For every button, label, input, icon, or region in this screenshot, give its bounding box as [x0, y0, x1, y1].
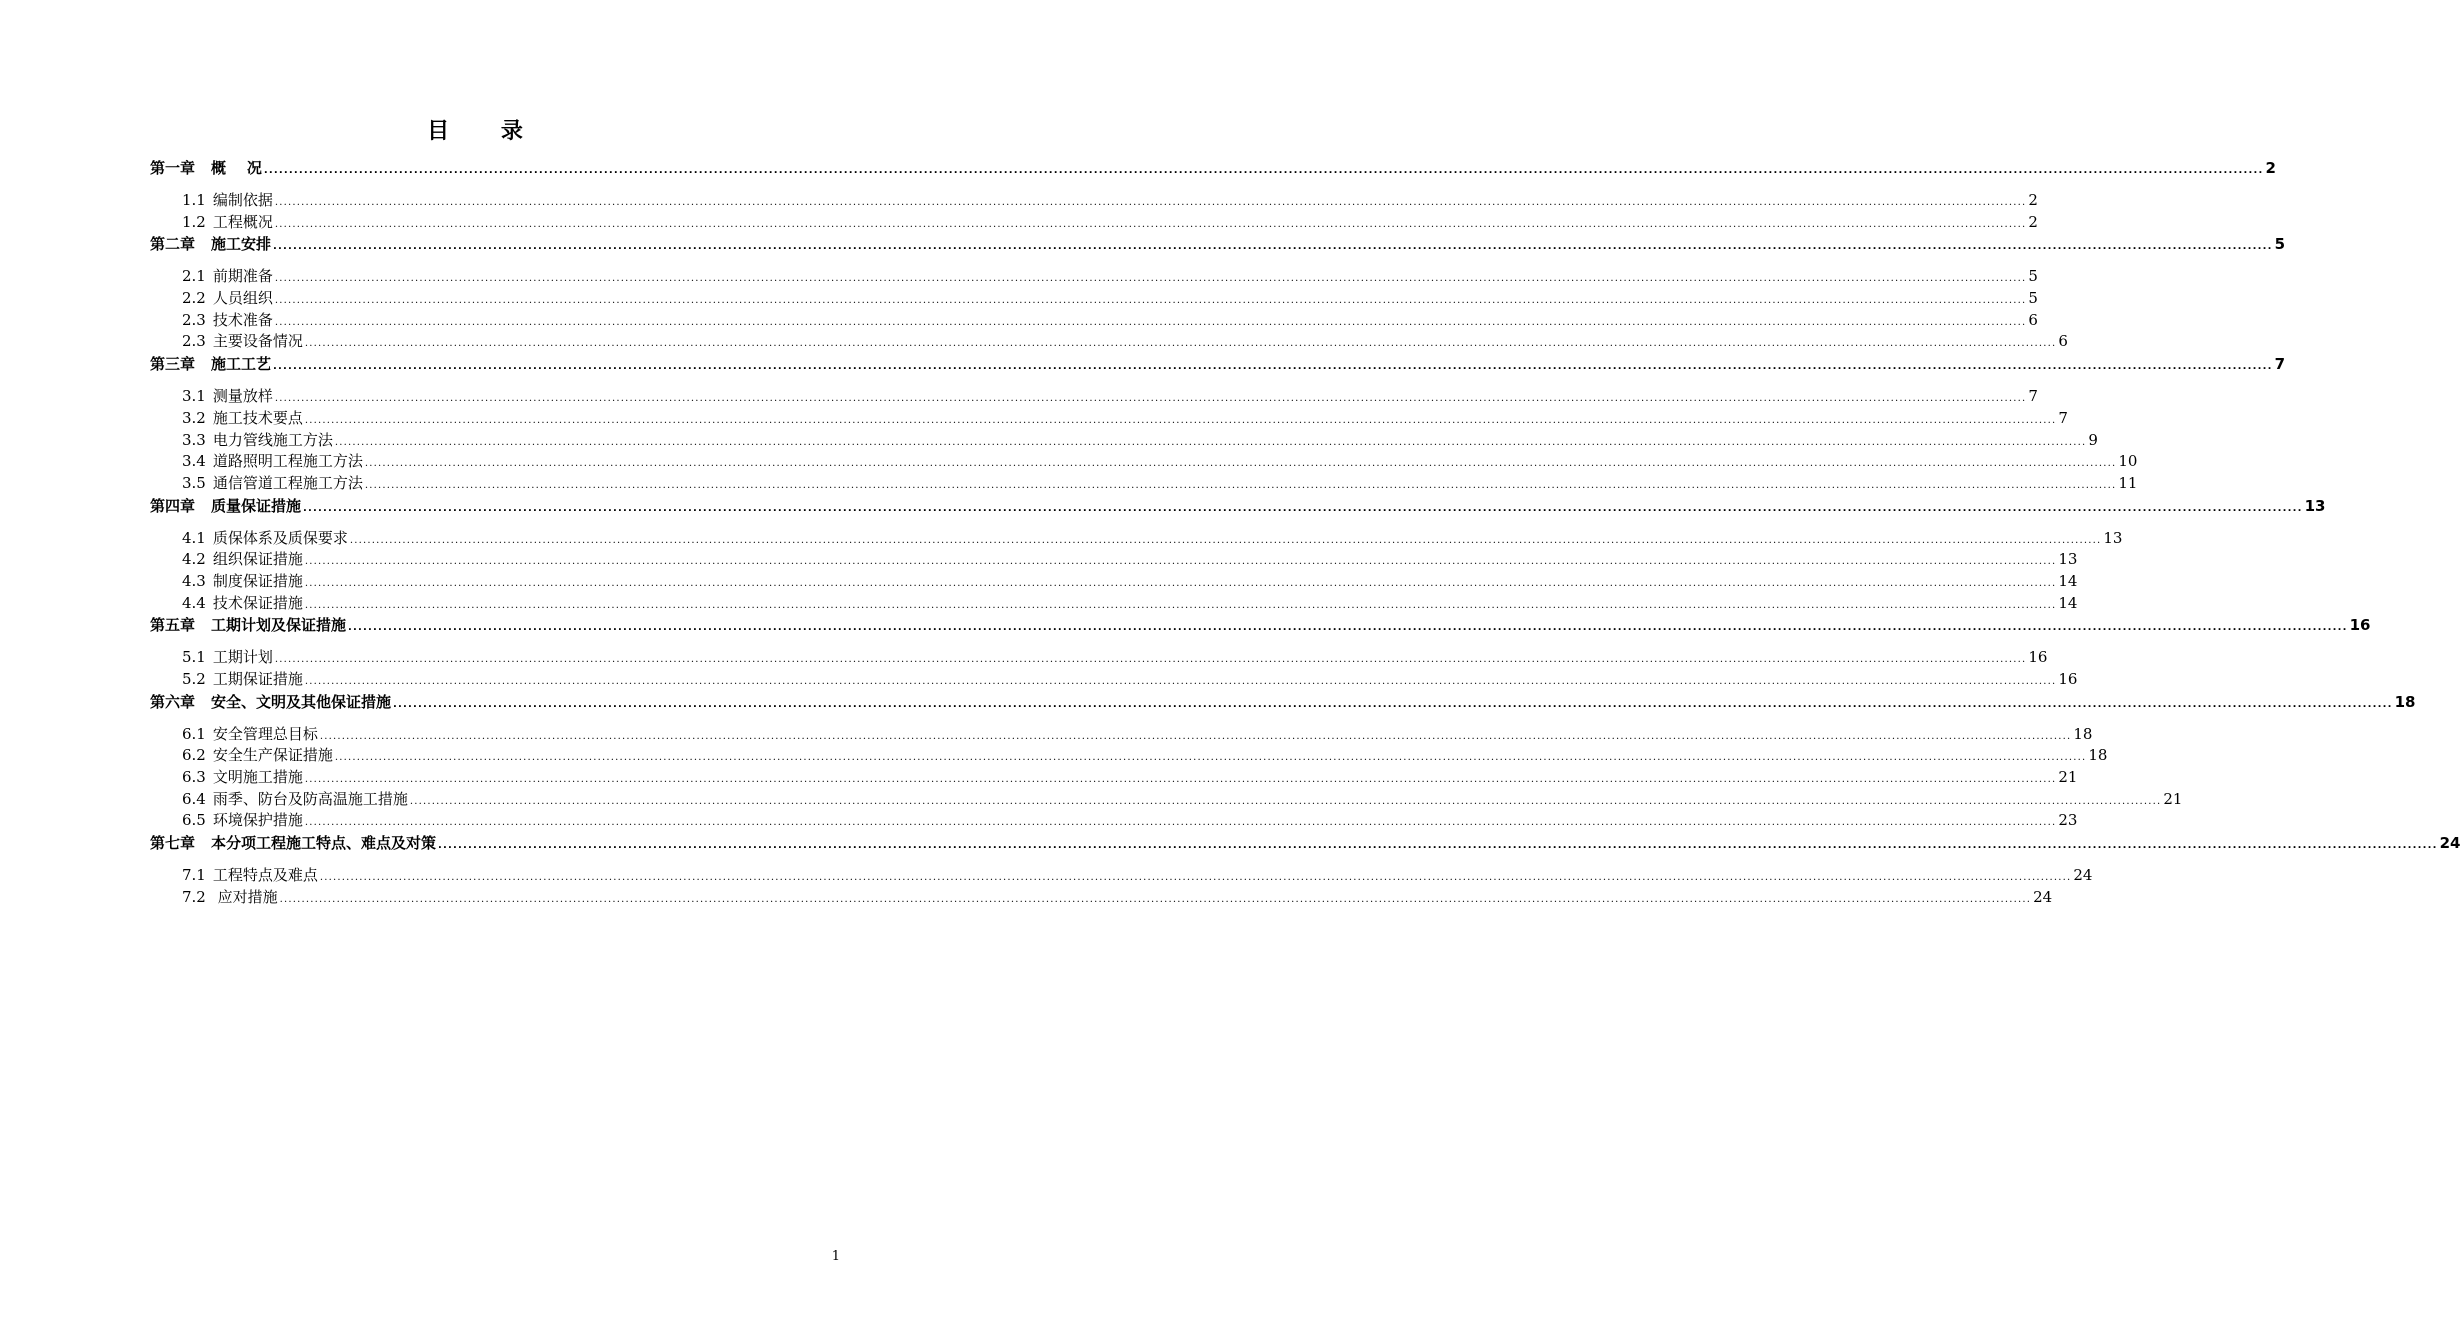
- section-page-number: 16: [2058, 670, 2078, 688]
- section-page-number: 13: [2058, 550, 2078, 569]
- toc-chapter-entry[interactable]: [150, 233, 2285, 255]
- toc-section-entry[interactable]: [150, 810, 2078, 832]
- dot-leader: ................................................................................................................................................................................................................................................................................................................................................................................................................: [263, 165, 2264, 176]
- dot-leader: ................................................................................................................................................................................................................................................................................................................................................................................................................: [274, 197, 2027, 208]
- section-number: 3.3: [182, 430, 206, 449]
- section-number: 5.1: [182, 648, 206, 667]
- dot-leader: ................................................................................................................................................................................................................................................................................................................................................................................................................: [364, 479, 2117, 491]
- toc-section-entry[interactable]: [150, 288, 2038, 310]
- dot-leader: ................................................................................................................................................................................................................................................................................................................................................................................................................: [438, 840, 2438, 852]
- section-number: 6.1: [182, 724, 206, 743]
- section-number: 4.3: [182, 571, 206, 590]
- section-number: 3.1: [182, 387, 206, 406]
- chapter-number: 第一章: [150, 159, 196, 177]
- section-title: 技术准备: [212, 310, 273, 329]
- toc-section-entry[interactable]: [150, 593, 2078, 615]
- section-page-number: 18: [2088, 746, 2108, 765]
- section-page-number: 6: [2058, 332, 2068, 351]
- chapter-title: 质量保证措施: [211, 496, 302, 515]
- section-number: 4.4: [182, 593, 206, 612]
- section-number: 2.2: [182, 289, 206, 308]
- toc-section-entry[interactable]: [150, 745, 2108, 767]
- section-page-number: 6: [2028, 310, 2038, 329]
- dot-leader: ................................................................................................................................................................................................................................................................................................................................................................................................................: [304, 599, 2057, 611]
- toc-section-entry[interactable]: [150, 212, 2038, 234]
- dot-leader: ................................................................................................................................................................................................................................................................................................................................................................................................................: [364, 458, 2117, 470]
- section-number: 1.2: [182, 212, 206, 231]
- section-page-number: 7: [2028, 387, 2038, 406]
- section-page-number: 5: [2028, 289, 2038, 308]
- page-number: 1: [831, 1249, 840, 1264]
- toc-section-entry[interactable]: [150, 549, 2078, 571]
- dot-leader: ................................................................................................................................................................................................................................................................................................................................................................................................................: [348, 622, 2348, 634]
- chapter-page-number: 7: [2274, 355, 2285, 374]
- section-title: 编制依据: [212, 191, 273, 209]
- section-title: 技术保证措施: [212, 593, 303, 612]
- toc-chapter-entry[interactable]: [150, 353, 2285, 375]
- dot-leader: ................................................................................................................................................................................................................................................................................................................................................................................................................: [393, 698, 2393, 710]
- toc-section-entry[interactable]: [150, 451, 2138, 473]
- dot-leader: ................................................................................................................................................................................................................................................................................................................................................................................................................: [304, 577, 2057, 589]
- chapter-title: 概 况: [211, 159, 262, 177]
- toc-section-entry[interactable]: [150, 571, 2078, 593]
- section-page-number: 24: [2033, 887, 2053, 906]
- section-number: 2.3: [182, 310, 206, 329]
- section-title: 安全生产保证措施: [212, 746, 333, 765]
- section-page-number: 13: [2103, 528, 2123, 547]
- section-page-number: 24: [2073, 866, 2093, 885]
- section-title: 工程概况: [212, 212, 273, 231]
- section-title: 道路照明工程施工方法: [212, 452, 363, 471]
- toc-chapter-entry[interactable]: [150, 495, 2326, 517]
- dot-leader: ................................................................................................................................................................................................................................................................................................................................................................................................................: [409, 795, 2162, 807]
- chapter-title: 施工安排: [211, 235, 272, 254]
- section-number: 4.2: [182, 550, 206, 569]
- section-title: 通信管道工程施工方法: [212, 473, 363, 492]
- dot-leader: ................................................................................................................................................................................................................................................................................................................................................................................................................: [274, 654, 2027, 666]
- chapter-number: 第六章: [150, 692, 196, 711]
- chapter-page-number: 18: [2394, 692, 2416, 711]
- chapter-number: 第二章: [150, 235, 196, 254]
- toc-section-entry[interactable]: [150, 528, 2123, 550]
- section-title: 应对措施: [212, 887, 278, 906]
- section-title: 主要设备情况: [212, 332, 303, 351]
- section-number: 6.2: [182, 746, 206, 765]
- section-title: 前期准备: [212, 267, 273, 286]
- dot-leader: ................................................................................................................................................................................................................................................................................................................................................................................................................: [319, 730, 2072, 742]
- section-number: 3.4: [182, 452, 206, 471]
- toc-section-entry[interactable]: [150, 865, 2093, 887]
- section-page-number: 7: [2058, 408, 2068, 427]
- dot-leader: ................................................................................................................................................................................................................................................................................................................................................................................................................: [304, 676, 2057, 687]
- toc-chapter-block: [150, 353, 2285, 494]
- chapter-title: 施工工艺: [211, 355, 272, 374]
- section-page-number: 23: [2058, 811, 2078, 830]
- dot-leader: ................................................................................................................................................................................................................................................................................................................................................................................................................: [273, 361, 2273, 373]
- section-title: 文明施工措施: [212, 768, 303, 787]
- chapter-number: 第四章: [150, 496, 196, 515]
- chapter-page-number: 24: [2439, 834, 2460, 853]
- dot-leader: ................................................................................................................................................................................................................................................................................................................................................................................................................: [304, 338, 2057, 350]
- toc-section-entry[interactable]: [150, 331, 2068, 353]
- toc-section-entry[interactable]: [150, 310, 2038, 332]
- section-title: 工程特点及难点: [212, 866, 318, 885]
- toc-section-entry[interactable]: [150, 190, 2038, 212]
- section-page-number: 2: [2028, 191, 2038, 209]
- section-title: 制度保证措施: [212, 571, 303, 590]
- toc-section-entry[interactable]: [150, 430, 2098, 452]
- section-number: 6.4: [182, 789, 206, 808]
- dot-leader: ................................................................................................................................................................................................................................................................................................................................................................................................................: [304, 556, 2057, 568]
- section-number: 6.5: [182, 811, 206, 830]
- toc-section-entry[interactable]: [150, 669, 2078, 691]
- chapter-title: 本分项工程施工特点、难点及对策: [211, 834, 437, 853]
- toc-chapter-entry[interactable]: [150, 832, 2460, 854]
- toc-section-entry[interactable]: [150, 724, 2093, 746]
- chapter-page-number: 13: [2304, 496, 2326, 515]
- toc-chapter-entry[interactable]: [150, 614, 2371, 636]
- toc-chapter-block: [150, 495, 2326, 615]
- toc-section-entry[interactable]: [150, 887, 2053, 909]
- section-page-number: 18: [2073, 724, 2093, 743]
- dot-leader: ................................................................................................................................................................................................................................................................................................................................................................................................................: [304, 817, 2057, 829]
- section-title: 工期计划: [212, 648, 273, 667]
- chapter-title: 工期计划及保证措施: [211, 616, 347, 635]
- section-page-number: 5: [2028, 267, 2038, 286]
- toc-title: 目 录: [427, 119, 545, 144]
- toc-chapter-entry[interactable]: [150, 157, 2276, 179]
- section-title: 人员组织: [212, 289, 273, 308]
- section-number: 5.2: [182, 670, 206, 688]
- chapter-number: 第五章: [150, 616, 196, 635]
- section-page-number: 11: [2118, 473, 2138, 492]
- section-title: 组织保证措施: [212, 550, 303, 569]
- dot-leader: ................................................................................................................................................................................................................................................................................................................................................................................................................: [274, 393, 2027, 405]
- chapter-title: 安全、文明及其他保证措施: [211, 692, 392, 711]
- section-number: 6.3: [182, 768, 206, 787]
- section-page-number: 16: [2028, 648, 2048, 667]
- section-page-number: 9: [2088, 430, 2098, 449]
- dot-leader: ................................................................................................................................................................................................................................................................................................................................................................................................................: [304, 774, 2057, 786]
- section-title: 施工技术要点: [212, 408, 303, 427]
- chapter-number: 第七章: [150, 834, 196, 853]
- table-of-contents: [150, 157, 2460, 909]
- dot-leader: ................................................................................................................................................................................................................................................................................................................................................................................................................: [334, 436, 2087, 448]
- dot-leader: ................................................................................................................................................................................................................................................................................................................................................................................................................: [304, 414, 2057, 426]
- dot-leader: ................................................................................................................................................................................................................................................................................................................................................................................................................: [334, 752, 2087, 764]
- section-number: 7.2: [182, 887, 206, 906]
- toc-section-entry[interactable]: [150, 647, 2048, 669]
- section-page-number: 14: [2058, 593, 2078, 612]
- toc-chapter-block: [150, 233, 2285, 353]
- toc-chapter-block: [150, 157, 2276, 233]
- section-title: 雨季、防台及防高温施工措施: [212, 789, 408, 808]
- dot-leader: ................................................................................................................................................................................................................................................................................................................................................................................................................: [274, 273, 2027, 285]
- toc-section-entry[interactable]: [150, 473, 2138, 495]
- section-number: 3.2: [182, 408, 206, 427]
- chapter-number: 第三章: [150, 355, 196, 374]
- dot-leader: ................................................................................................................................................................................................................................................................................................................................................................................................................: [349, 534, 2102, 546]
- section-title: 质保体系及质保要求: [212, 528, 348, 547]
- section-title: 安全管理总目标: [212, 724, 318, 743]
- toc-section-entry[interactable]: [150, 386, 2038, 408]
- toc-chapter-entry[interactable]: [150, 691, 2416, 713]
- section-page-number: 21: [2163, 789, 2183, 808]
- dot-leader: ................................................................................................................................................................................................................................................................................................................................................................................................................: [274, 218, 2027, 230]
- toc-chapter-block: [150, 614, 2371, 690]
- toc-section-entry[interactable]: [150, 408, 2068, 430]
- dot-leader: ................................................................................................................................................................................................................................................................................................................................................................................................................: [274, 316, 2027, 328]
- section-number: 3.5: [182, 473, 206, 492]
- dot-leader: ................................................................................................................................................................................................................................................................................................................................................................................................................: [319, 872, 2072, 884]
- section-title: 测量放样: [212, 387, 273, 406]
- chapter-page-number: 16: [2349, 616, 2371, 635]
- section-title: 环境保护措施: [212, 811, 303, 830]
- toc-section-entry[interactable]: [150, 767, 2078, 789]
- toc-chapter-block: [150, 691, 2416, 832]
- toc-section-entry[interactable]: [150, 266, 2038, 288]
- section-number: 2.1: [182, 267, 206, 286]
- section-number: 1.1: [182, 191, 206, 209]
- chapter-page-number: 5: [2274, 235, 2285, 254]
- chapter-page-number: 2: [2265, 159, 2276, 177]
- section-title: 电力管线施工方法: [212, 430, 333, 449]
- dot-leader: ................................................................................................................................................................................................................................................................................................................................................................................................................: [273, 241, 2273, 253]
- section-number: 7.1: [182, 866, 206, 885]
- dot-leader: ................................................................................................................................................................................................................................................................................................................................................................................................................: [303, 502, 2303, 514]
- dot-leader: ................................................................................................................................................................................................................................................................................................................................................................................................................: [279, 893, 2032, 905]
- section-page-number: 21: [2058, 768, 2078, 787]
- section-page-number: 14: [2058, 571, 2078, 590]
- toc-section-entry[interactable]: [150, 789, 2183, 811]
- section-title: 工期保证措施: [212, 670, 303, 688]
- section-page-number: 2: [2028, 212, 2038, 231]
- dot-leader: ................................................................................................................................................................................................................................................................................................................................................................................................................: [274, 295, 2027, 307]
- section-number: 4.1: [182, 528, 206, 547]
- toc-chapter-block: [150, 832, 2460, 908]
- section-number: 2.3: [182, 332, 206, 351]
- section-page-number: 10: [2118, 452, 2138, 471]
